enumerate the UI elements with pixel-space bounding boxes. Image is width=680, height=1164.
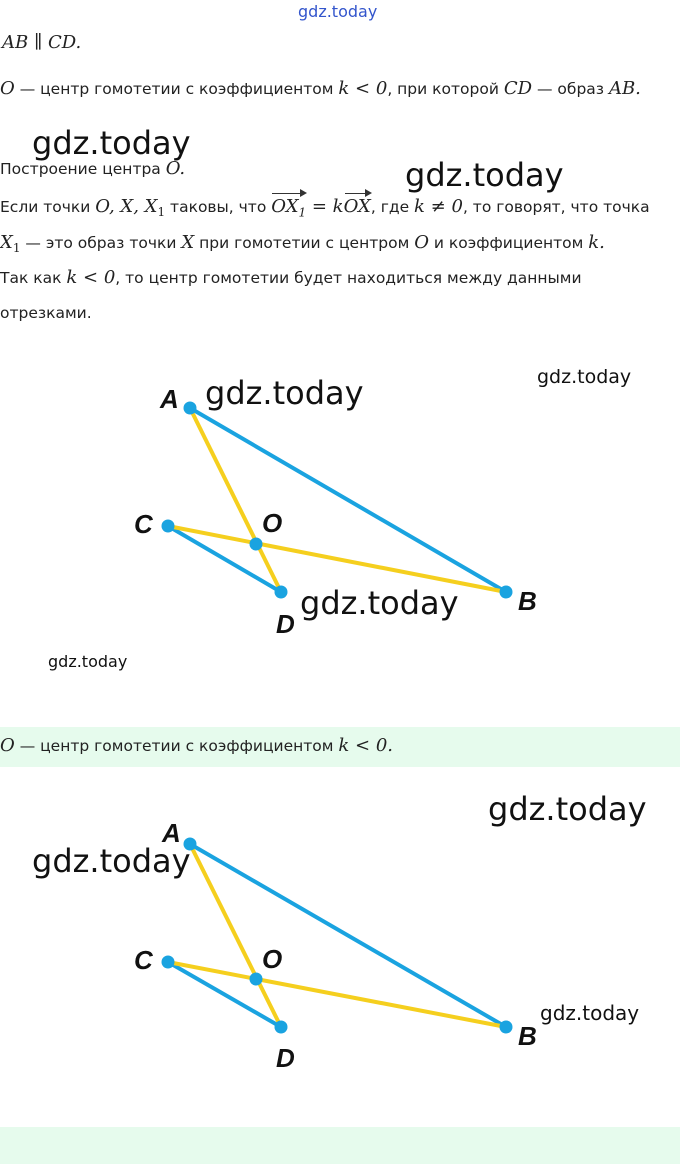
vector-label: OX bbox=[271, 196, 299, 217]
watermark-small: gdz.today bbox=[48, 652, 128, 671]
label-a: A bbox=[160, 384, 179, 414]
label-b: B bbox=[518, 586, 537, 616]
definition-line-2 bbox=[0, 232, 605, 255]
math-ab: AB. bbox=[608, 78, 641, 99]
point-a bbox=[184, 402, 197, 415]
text-segment: отрезками. bbox=[0, 304, 92, 322]
point-d bbox=[275, 586, 288, 599]
text-segment: — центр гомотетии с коэффициентом bbox=[14, 737, 339, 755]
math-k-nonzero: k ≠ 0 bbox=[414, 196, 463, 217]
text-segment: , то центр гомотетии будет находиться между данными bbox=[115, 269, 582, 287]
text-segment: , то говорят, что точка bbox=[462, 198, 650, 216]
math-o: O. bbox=[165, 158, 186, 179]
math-k-neg: k < 0. bbox=[338, 735, 394, 756]
watermark-small: gdz.today bbox=[540, 1001, 640, 1025]
math-k: k. bbox=[588, 232, 605, 253]
watermark-large: gdz.today bbox=[32, 842, 191, 880]
label-d: D bbox=[276, 1043, 295, 1073]
text-segment: и коэффициентом bbox=[428, 234, 589, 252]
math-points: O, X, X bbox=[95, 196, 158, 217]
label-c: C bbox=[134, 945, 153, 975]
watermark-large: gdz.today bbox=[32, 124, 191, 162]
text-segment: , при которой bbox=[387, 80, 504, 98]
line-cb bbox=[168, 962, 506, 1027]
label-c: C bbox=[134, 509, 153, 539]
label-o: O bbox=[262, 508, 283, 538]
point-d bbox=[275, 1021, 288, 1034]
watermark-large: gdz.today bbox=[488, 790, 647, 828]
label-o: O bbox=[262, 944, 283, 974]
homothety-figure-2 bbox=[0, 790, 680, 1090]
point-b bbox=[500, 1021, 513, 1034]
label-b: B bbox=[518, 1021, 537, 1051]
subscript: 1 bbox=[157, 205, 166, 220]
vector-ox1 bbox=[271, 196, 306, 220]
math-o: O bbox=[414, 232, 429, 253]
vector-label: OX bbox=[343, 196, 371, 217]
text-segment: Если точки bbox=[0, 198, 96, 216]
line-cb bbox=[168, 526, 506, 592]
construction-heading bbox=[0, 158, 185, 179]
point-b bbox=[500, 586, 513, 599]
bottom-band bbox=[0, 1127, 680, 1164]
definition-line-1 bbox=[0, 196, 650, 220]
text-segment: Так как bbox=[0, 269, 67, 287]
text-segment: , где bbox=[370, 198, 415, 216]
text-segment: при гомотетии с центром bbox=[194, 234, 415, 252]
label-a: A bbox=[162, 818, 181, 848]
header-watermark: gdz.today bbox=[298, 2, 378, 21]
reason-line-1 bbox=[0, 267, 582, 288]
subscript: 1 bbox=[12, 241, 21, 256]
point-c bbox=[162, 956, 175, 969]
watermark-large: gdz.today bbox=[405, 156, 564, 194]
answer-text bbox=[0, 735, 393, 756]
text-segment: — центр гомотетии с коэффициентом bbox=[14, 80, 339, 98]
math-x1: X bbox=[0, 232, 13, 253]
label-d: D bbox=[276, 609, 295, 639]
vector-ox bbox=[344, 196, 371, 217]
reason-line-2 bbox=[0, 304, 92, 322]
text-segment: таковы, что bbox=[165, 198, 272, 216]
math-o: O bbox=[0, 78, 15, 99]
homothety-statement bbox=[0, 78, 641, 99]
math-o: O bbox=[0, 735, 15, 756]
point-o bbox=[250, 973, 263, 986]
parallel-statement: AB ∥ CD. bbox=[2, 32, 82, 53]
math-x: X bbox=[181, 232, 195, 253]
watermark-large: gdz.today bbox=[300, 584, 459, 622]
heading-text: Построение центра bbox=[0, 160, 166, 178]
text-segment: — образ bbox=[532, 80, 609, 98]
math-k-neg: k < 0 bbox=[338, 78, 388, 99]
math-k-neg: k < 0 bbox=[66, 267, 116, 288]
text-segment: — это образ точки bbox=[20, 234, 182, 252]
subscript: 1 bbox=[298, 205, 307, 220]
point-c bbox=[162, 520, 175, 533]
watermark-large: gdz.today bbox=[205, 374, 364, 412]
math-cd: CD bbox=[503, 78, 533, 99]
watermark-small: gdz.today bbox=[537, 366, 632, 388]
math-equals: = k bbox=[306, 196, 344, 217]
point-o bbox=[250, 538, 263, 551]
